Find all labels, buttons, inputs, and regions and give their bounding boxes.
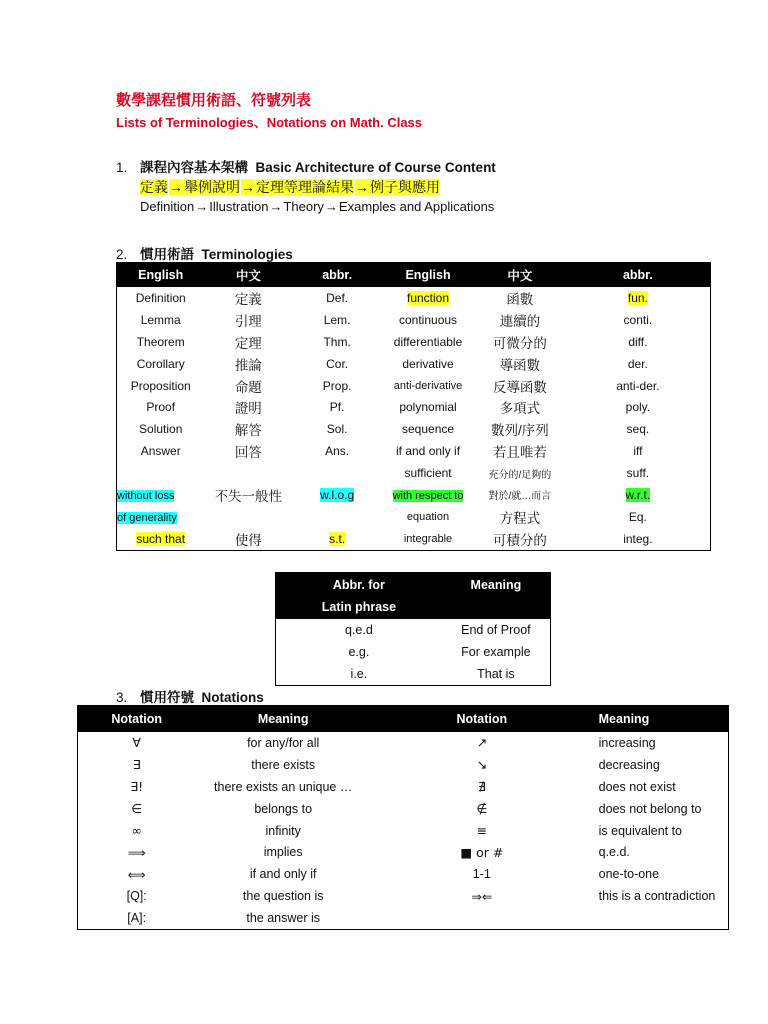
table-header-row xyxy=(276,573,551,620)
cell-chinese: 數列/序列 xyxy=(491,423,549,439)
section-2-heading xyxy=(116,243,293,263)
cell-abbr: Prop. xyxy=(322,378,352,393)
cell-english xyxy=(382,484,474,506)
cell-abbr: Def. xyxy=(326,290,349,305)
cell-chinese: 函數 xyxy=(506,291,534,307)
column-header: abbr. xyxy=(292,263,382,288)
cell-abbr: iff xyxy=(633,444,643,459)
cell-chinese: 若且唯若 xyxy=(492,445,547,461)
table-row xyxy=(117,484,711,506)
cell-abbr: Thm. xyxy=(323,334,351,349)
highlighted-term: with respect to xyxy=(392,489,464,502)
cell-chinese: 推論 xyxy=(234,357,262,373)
section-number: 2. xyxy=(116,247,128,262)
section-title-zh: 慣用術語 xyxy=(140,247,194,262)
highlighted-abbr: fun. xyxy=(627,290,648,305)
cell-meaning: For example xyxy=(461,644,531,659)
section-3-heading xyxy=(116,686,264,706)
iff-arrow-icon: ⟺ xyxy=(127,866,146,882)
cell-english: derivative xyxy=(402,356,454,371)
cell-abbr: q.e.d xyxy=(344,622,373,637)
column-header xyxy=(276,573,442,620)
column-header: Meaning xyxy=(195,706,371,733)
section-title-en: Terminologies xyxy=(201,247,293,262)
cell-english: Corollary xyxy=(136,356,185,371)
arrow-icon: → xyxy=(269,199,283,214)
table-row xyxy=(78,885,729,907)
table-row xyxy=(117,375,711,397)
decreasing-arrow-icon: ↘ xyxy=(476,757,488,773)
table-row xyxy=(78,863,729,885)
cell-english xyxy=(117,462,205,484)
cell-english: sequence xyxy=(402,422,455,437)
cell-abbr xyxy=(292,484,382,506)
column-header: English xyxy=(382,263,474,288)
table-row xyxy=(78,776,729,798)
cell-abbr xyxy=(566,287,711,309)
cell-notation: [A]: xyxy=(127,911,147,926)
section-title-en: Basic Architecture of Course Content xyxy=(255,160,496,175)
notations-table xyxy=(77,705,729,930)
cell-english: continuous xyxy=(399,312,458,327)
cell-chinese xyxy=(204,462,292,484)
flow-step: 舉例說明 xyxy=(184,179,240,195)
highlighted-term: of generality xyxy=(117,511,177,524)
highlighted-abbr: s.t. xyxy=(329,531,346,546)
flow-step: Examples and Applications xyxy=(338,199,495,214)
section-title-zh: 慣用符號 xyxy=(140,690,194,705)
for-all-symbol-icon: ∀ xyxy=(132,735,141,751)
cell-meaning: does not belong to xyxy=(598,801,702,816)
cell-english: Proof xyxy=(146,400,176,415)
column-header: 中文 xyxy=(204,263,292,288)
contradiction-arrows-icon: ⇒⇐ xyxy=(471,888,493,904)
arrow-icon: → xyxy=(195,199,209,214)
column-header: English xyxy=(117,263,205,288)
document-title-english: Lists of Terminologies、Notations on Math. Class xyxy=(116,115,423,130)
cell-english xyxy=(382,287,474,309)
cell-abbr xyxy=(292,462,382,484)
cell-chinese: 定義 xyxy=(234,291,262,307)
cell-english: Answer xyxy=(140,444,181,459)
table-row xyxy=(117,440,711,462)
cell-meaning: implies xyxy=(263,845,303,860)
flow-step: 例子與應用 xyxy=(370,179,440,195)
cell-meaning: if and only if xyxy=(249,867,317,882)
cell-notation: [Q]: xyxy=(126,889,147,904)
highlighted-term: such that xyxy=(136,531,186,546)
table-row xyxy=(117,462,711,484)
cell-meaning: That is xyxy=(477,666,515,681)
cell-english: Proposition xyxy=(130,378,191,393)
latin-abbreviation-table xyxy=(275,572,551,686)
table-row xyxy=(117,396,711,418)
column-header-line: Latin phrase xyxy=(321,600,397,614)
cell-meaning: one-to-one xyxy=(598,867,660,882)
cell-chinese: 命題 xyxy=(234,379,262,395)
terminology-table xyxy=(116,262,711,551)
cell-meaning: the answer is xyxy=(246,911,321,926)
cell-meaning: infinity xyxy=(265,823,301,838)
section-number: 3. xyxy=(116,690,128,705)
column-header: 中文 xyxy=(474,263,566,288)
cell-abbr xyxy=(566,484,711,506)
cell-abbr: Sol. xyxy=(326,422,348,437)
table-row xyxy=(276,619,551,641)
cell-chinese: 定理 xyxy=(234,335,262,351)
infinity-symbol-icon: ∞ xyxy=(131,823,142,838)
section-title-zh: 課程內容基本架構 xyxy=(140,160,248,175)
cell-english xyxy=(117,528,205,550)
document-title-chinese: 數學課程慣用術語、符號列表 xyxy=(116,92,312,109)
cell-chinese: 連續的 xyxy=(499,313,541,329)
table-row xyxy=(78,798,729,820)
cell-chinese: 證明 xyxy=(234,401,262,417)
table-row xyxy=(117,287,711,309)
cell-meaning: is equivalent to xyxy=(598,823,683,838)
cell-chinese: 導函數 xyxy=(499,357,541,373)
cell-english: polynomial xyxy=(399,400,457,415)
cell-english: differentiable xyxy=(393,334,463,349)
cell-meaning: End of Proof xyxy=(461,622,531,637)
cell-meaning: does not exist xyxy=(598,779,676,794)
qed-square-icon: ■ or # xyxy=(460,844,504,860)
cell-notation xyxy=(371,907,593,929)
cell-abbr xyxy=(292,528,382,550)
cell-english: integrable xyxy=(403,532,453,545)
cell-chinese: 解答 xyxy=(234,423,262,439)
table-header-row xyxy=(117,263,711,288)
cell-abbr: integ. xyxy=(623,531,653,546)
cell-abbr: conti. xyxy=(623,312,653,327)
cell-english xyxy=(117,484,205,506)
equivalent-symbol-icon: ≡ xyxy=(476,823,488,838)
not-element-of-symbol-icon: ∉ xyxy=(476,801,488,817)
table-row xyxy=(78,820,729,842)
cell-abbr: der. xyxy=(627,356,648,371)
cell-meaning: for any/for all xyxy=(247,735,320,750)
table-header-row xyxy=(78,706,729,733)
cell-abbr: i.e. xyxy=(350,666,368,681)
table-row xyxy=(117,528,711,550)
cell-english: sufficient xyxy=(404,466,452,481)
table-row xyxy=(276,641,551,663)
table-row xyxy=(117,506,711,528)
cell-english: Lemma xyxy=(140,312,181,327)
cell-abbr: diff. xyxy=(628,334,648,349)
cell-abbr: e.g. xyxy=(348,644,370,659)
column-header: Meaning xyxy=(442,573,551,620)
cell-abbr xyxy=(292,506,382,528)
highlighted-term: function xyxy=(407,290,450,305)
highlighted-term: without loss xyxy=(117,489,175,502)
table-row xyxy=(117,418,711,440)
highlighted-abbr: w.l.o.g xyxy=(320,487,355,502)
cell-english xyxy=(117,506,205,528)
column-header: Notation xyxy=(78,706,196,733)
cell-meaning: there exists xyxy=(251,757,316,772)
section-1-heading xyxy=(116,156,496,176)
cell-chinese: 不失一般性 xyxy=(214,488,283,504)
cell-chinese: 方程式 xyxy=(499,510,541,526)
cell-chinese: 引理 xyxy=(234,313,262,329)
highlighted-abbr: w.r.t. xyxy=(625,487,651,502)
cell-english: anti-derivative xyxy=(393,379,463,392)
element-of-symbol-icon: ∈ xyxy=(131,801,143,817)
cell-meaning: belongs to xyxy=(254,801,313,816)
cell-meaning: there exists an unique … xyxy=(214,779,353,794)
cell-abbr: Ans. xyxy=(325,444,350,459)
table-row xyxy=(117,331,711,353)
cell-meaning: increasing xyxy=(598,735,656,750)
cell-abbr: suff. xyxy=(626,466,650,481)
cell-abbr: anti-der. xyxy=(616,378,660,393)
cell-chinese: 可微分的 xyxy=(492,335,547,351)
arrow-icon: → xyxy=(169,179,183,195)
table-row xyxy=(276,663,551,685)
increasing-arrow-icon: ↗ xyxy=(476,735,488,751)
section-number: 1. xyxy=(116,160,128,175)
cell-chinese: 多項式 xyxy=(499,401,541,417)
column-header: abbr. xyxy=(566,263,711,288)
exists-symbol-icon: ∃ xyxy=(132,757,141,773)
cell-english: Solution xyxy=(139,422,183,437)
implies-arrow-icon: ⟹ xyxy=(127,844,146,860)
cell-abbr: Lem. xyxy=(323,312,351,327)
flow-step: 定理等理論結果 xyxy=(256,179,354,195)
cell-english: equation xyxy=(406,510,450,523)
section-title-en: Notations xyxy=(201,690,264,705)
table-row xyxy=(78,732,729,754)
flow-step: Illustration xyxy=(209,199,269,214)
column-header: Notation xyxy=(371,706,593,733)
course-flow-chinese xyxy=(140,177,440,197)
cell-abbr: Pf. xyxy=(329,400,345,415)
cell-meaning: this is a contradiction xyxy=(598,889,716,904)
cell-abbr: poly. xyxy=(625,400,651,415)
table-row xyxy=(117,309,711,331)
cell-chinese: 回答 xyxy=(234,445,262,461)
cell-english: Theorem xyxy=(136,334,185,349)
cell-chinese: 對於/就…而言 xyxy=(488,491,552,503)
cell-abbr: seq. xyxy=(626,422,650,437)
cell-english: Definition xyxy=(135,290,186,305)
cell-chinese xyxy=(204,506,292,528)
table-row xyxy=(78,907,729,929)
cell-meaning: decreasing xyxy=(598,757,660,772)
arrow-icon: → xyxy=(355,179,369,195)
cell-abbr: Cor. xyxy=(326,356,349,371)
cell-meaning: q.e.d. xyxy=(598,845,630,860)
table-row xyxy=(78,754,729,776)
not-exists-symbol-icon: ∄ xyxy=(477,779,486,795)
cell-chinese: 使得 xyxy=(234,532,262,548)
cell-notation: 1-1 xyxy=(472,867,491,882)
flow-step: Definition xyxy=(140,199,195,214)
arrow-icon: → xyxy=(324,199,338,214)
table-row xyxy=(117,353,711,375)
cell-abbr: Eq. xyxy=(628,509,647,524)
cell-chinese: 充分的/足夠的 xyxy=(488,469,552,481)
arrow-icon: → xyxy=(241,179,255,195)
column-header-line: Abbr. for xyxy=(332,578,385,592)
cell-english: if and only if xyxy=(396,444,461,459)
cell-meaning xyxy=(593,907,729,929)
course-flow-english xyxy=(140,199,494,214)
column-header: Meaning xyxy=(593,706,729,733)
table-row xyxy=(78,841,729,863)
flow-step: 定義 xyxy=(140,179,168,195)
cell-chinese: 反導函數 xyxy=(492,379,547,395)
cell-chinese: 可積分的 xyxy=(492,532,547,548)
flow-step: Theory xyxy=(283,199,324,214)
cell-meaning: the question is xyxy=(242,889,324,904)
exists-unique-symbol-icon: ∃! xyxy=(130,779,144,795)
